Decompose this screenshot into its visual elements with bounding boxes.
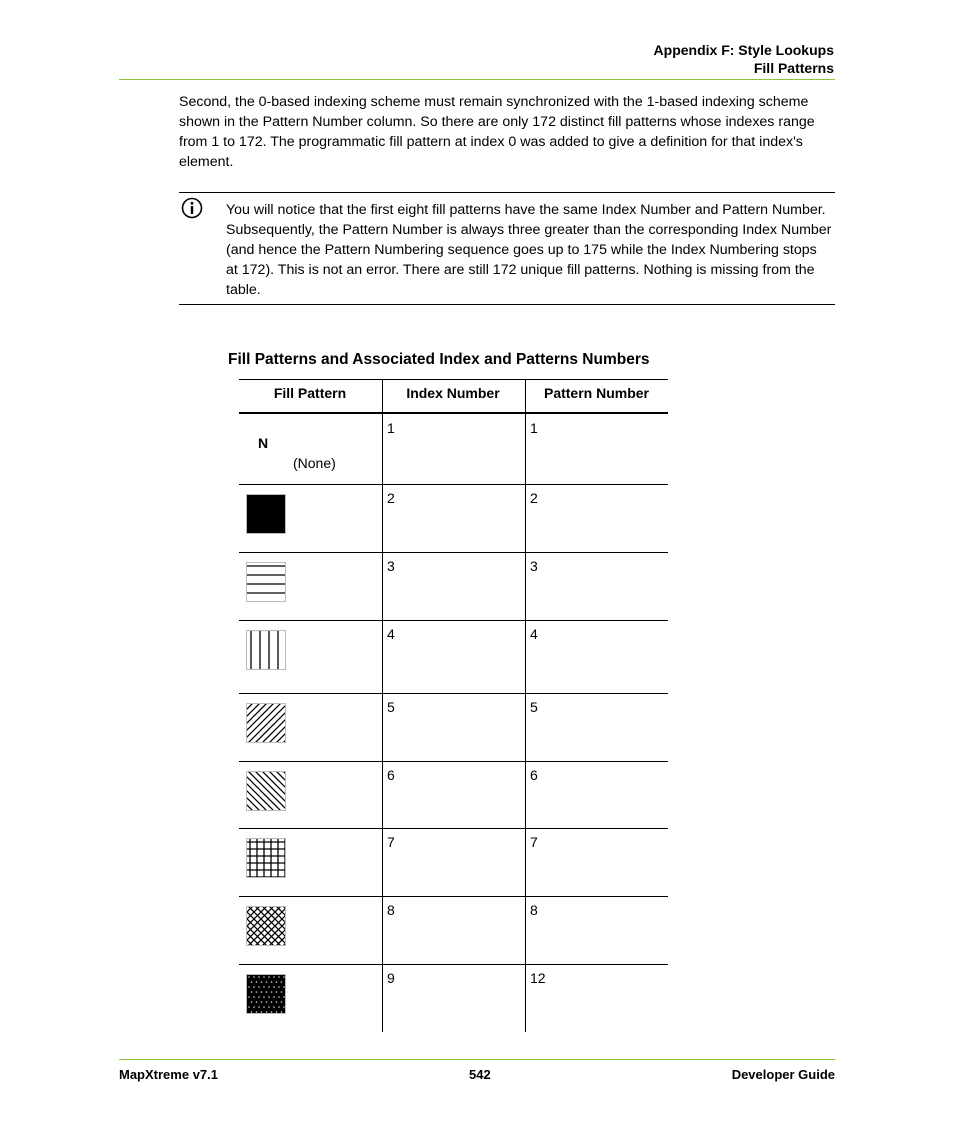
fill-pattern-cell [246,771,286,816]
index-number-cell: 4 [387,626,395,642]
header-index-number: Index Number [406,385,500,401]
pattern-number-cell: 2 [530,490,538,506]
fill-pattern-cell [246,630,286,675]
row-divider [239,761,668,762]
index-number-cell: 7 [387,834,395,850]
row-divider [239,620,668,621]
index-number-cell: 9 [387,970,395,986]
row-divider [239,896,668,897]
fill-pattern-solid-swatch [246,494,286,534]
header-section: Fill Patterns [753,60,834,76]
body-paragraph: Second, the 0-based indexing scheme must remain synchronized with the 1-based indexing scheme shown in the Pattern Number column. So there are only 172 distinct fill patterns whose indexes range from 1 to 172. The programmatic fill pattern at index 0 was added to give a definition for that index's element. [179,94,815,170]
page-header [654,41,834,77]
footer-page-number: 542 [469,1067,491,1082]
fill-pattern-cell [246,562,286,607]
fill-pattern-cell [246,703,286,748]
header-rule [119,79,835,80]
row-divider [239,964,668,965]
index-number-cell: 2 [387,490,395,506]
fill-patterns-table [239,379,668,1032]
index-number-cell: 6 [387,767,395,783]
index-number-cell: 3 [387,558,395,574]
fill-pattern-dots-swatch [246,974,286,1014]
fill-pattern-diagonal-up-swatch [246,703,286,743]
pattern-number-cell: 7 [530,834,538,850]
header-rule-thick [239,412,668,414]
row-divider [239,828,668,829]
table-title: Fill Patterns and Associated Index and Patterns Numbers [228,351,650,368]
none-pattern-label: (None) [293,455,336,471]
fill-pattern-cell [246,906,286,951]
none-pattern-symbol: N [258,435,269,451]
footer-rule [119,1059,835,1060]
header-chapter: Appendix F: Style Lookups [653,42,834,58]
footer-product: MapXtreme v7.1 [119,1067,218,1082]
column-divider [382,379,383,1032]
row-divider [239,693,668,694]
pattern-number-cell: 8 [530,902,538,918]
table-top-rule [239,379,668,380]
index-number-cell: 8 [387,902,395,918]
header-pattern-number: Pattern Number [543,385,650,401]
pattern-number-cell: 4 [530,626,538,642]
index-number-cell: 5 [387,699,395,715]
pattern-number-cell: 5 [530,699,538,715]
pattern-number-cell: 1 [530,420,538,436]
info-icon [181,197,203,219]
header-fill-pattern: Fill Pattern [273,385,347,401]
pattern-number-cell: 6 [530,767,538,783]
pattern-number-cell: 12 [530,970,546,986]
fill-pattern-vertical-swatch [246,630,286,670]
fill-pattern-horizontal-swatch [246,562,286,602]
row-divider [239,552,668,553]
fill-pattern-diagonal-down-swatch [246,771,286,811]
fill-pattern-cell [246,494,286,539]
pattern-number-cell: 3 [530,558,538,574]
fill-pattern-grid-swatch [246,838,286,878]
column-divider [525,379,526,1032]
index-number-cell: 1 [387,420,395,436]
note-box [179,192,835,305]
row-divider [239,484,668,485]
fill-pattern-cell [246,838,286,883]
fill-pattern-cell [246,974,286,1019]
footer-title: Developer Guide [731,1067,835,1082]
fill-pattern-crosshatch-swatch [246,906,286,946]
note-text: You will notice that the first eight fill patterns have the same Index Number and Pattern Number. Subsequently, the Pattern Number is always three greater than the corresponding Index Number (and hence the Pattern Numbering sequence goes up to 175 while the Index Numbering stops at 172). This is not an error. There are still 172 unique fill patterns. Nothing is missing from the table. [226,202,832,298]
